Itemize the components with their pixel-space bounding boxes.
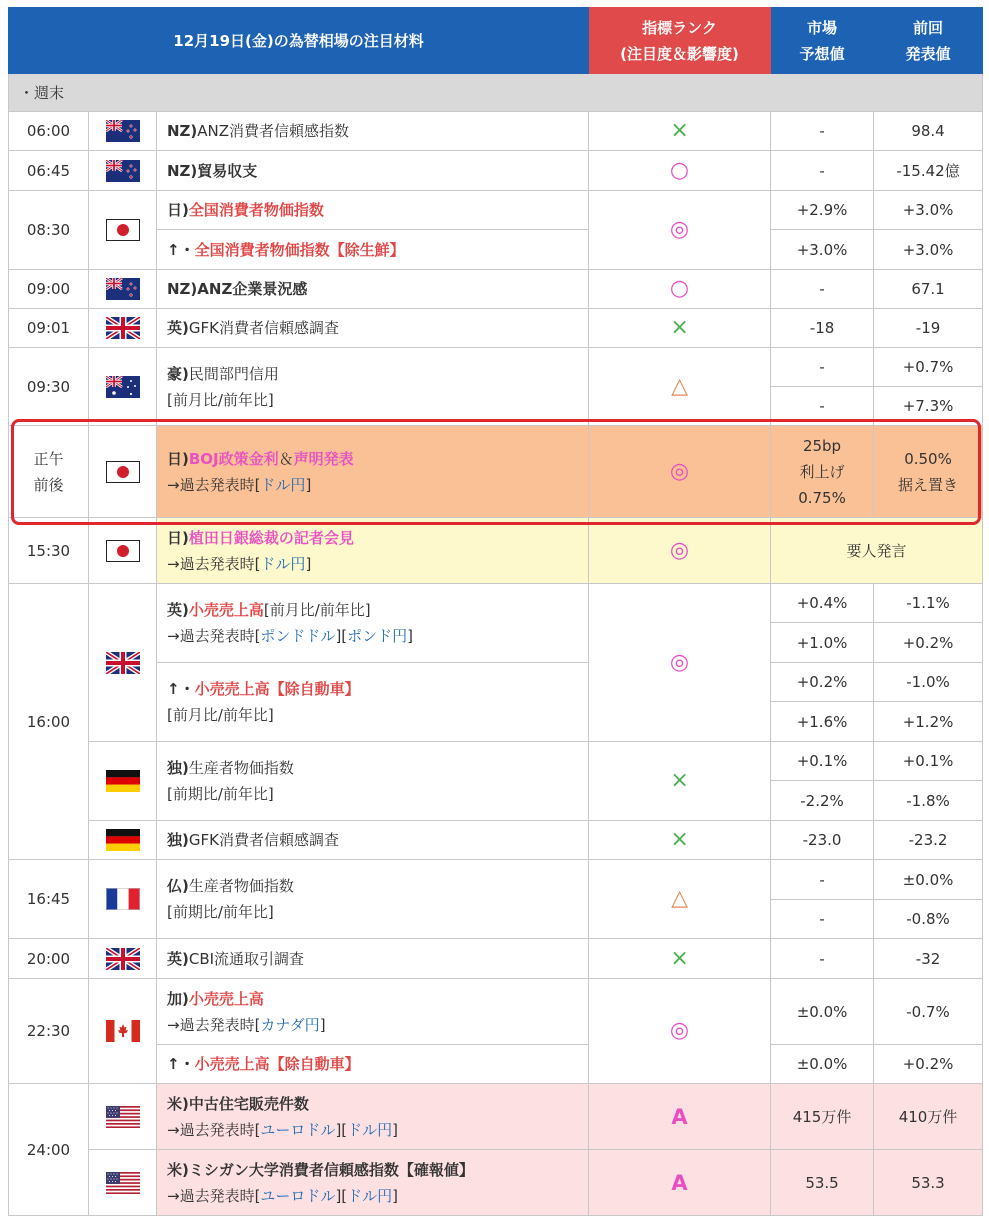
chart-link[interactable]: ドル円: [347, 1186, 393, 1205]
rank-cell: [589, 821, 771, 860]
flag-cell: [89, 426, 157, 518]
country-prefix: 日): [167, 449, 189, 468]
time-cell: 24:00: [9, 1084, 89, 1216]
chart-link[interactable]: ドル円: [260, 475, 306, 494]
rank-double-circle-icon: ◎: [669, 537, 690, 563]
table-row: [9, 821, 983, 860]
indicator-label: 貿易収支: [197, 161, 258, 180]
header-rank: [589, 8, 771, 74]
previous-cell: +3.0%: [874, 230, 983, 270]
section-row: [9, 74, 983, 112]
forecast-cell: ±0.0%: [771, 979, 874, 1045]
indicator-label: ANZ消費者信頼感指数: [197, 122, 350, 140]
uk-flag-icon: [106, 652, 140, 674]
flag-cell: [89, 191, 157, 270]
indicator-label: CBI流通取引調査: [188, 949, 305, 968]
indicator-link[interactable]: 植田日銀総裁の記者会見: [188, 528, 354, 547]
previous-cell: ±0.0%: [874, 860, 983, 900]
section-label: ・週末: [9, 74, 983, 112]
us-flag-icon: [106, 1172, 140, 1194]
rank-double-circle-icon: ◎: [669, 1018, 690, 1043]
rank-cross-icon: ×: [670, 945, 689, 971]
forecast-cell: +1.6%: [771, 702, 874, 742]
forecast-cell: +2.9%: [771, 191, 874, 230]
previous-cell: 98.4: [874, 112, 983, 151]
chart-link[interactable]: ドル円: [347, 1120, 393, 1139]
indicator-label: ミシガン大学消費者信頼感指数【確報値】: [188, 1160, 474, 1179]
australia-flag-icon: [106, 376, 140, 398]
bracket-close: ]: [305, 554, 312, 573]
past-label: →過去発表時[: [167, 1120, 261, 1139]
previous-cell: -19: [874, 309, 983, 348]
past-label: →過去発表時[: [167, 475, 261, 494]
previous-cell: +3.0%: [874, 191, 983, 230]
table-row: [9, 518, 983, 584]
flag-cell: [89, 821, 157, 860]
flag-cell: [89, 1084, 157, 1150]
forecast-cell: -23.0: [771, 821, 874, 860]
previous-cell: +1.2%: [874, 702, 983, 742]
indicator-name: [157, 348, 589, 426]
nz-flag-icon: [106, 278, 140, 300]
time-cell: 16:00: [9, 584, 89, 860]
forecast-cell: -2.2%: [771, 781, 874, 821]
indicator-sub-link[interactable]: 小売売上高【除自動車】: [194, 1055, 360, 1073]
rank-double-circle-icon: ◎: [669, 649, 690, 675]
indicator-name: [157, 426, 589, 518]
rank-cell: [589, 426, 771, 518]
header-title-text: 12月19日(金)の為替相場の注目材料: [173, 31, 424, 50]
table-row: [9, 939, 983, 979]
indicator-name: [157, 191, 589, 230]
previous-line2: 据え置き: [898, 475, 959, 494]
rank-cell: [589, 112, 771, 151]
previous-cell: -1.8%: [874, 781, 983, 821]
chart-link[interactable]: ドル円: [260, 554, 306, 573]
flag-cell: [89, 1150, 157, 1216]
table-header-row: [9, 8, 983, 74]
germany-flag-icon: [106, 829, 140, 851]
indicator-label: 生産者物価指数: [188, 877, 294, 895]
time-line2: 前後: [33, 475, 64, 494]
previous-cell: +7.3%: [874, 387, 983, 426]
bracket-close: ]: [392, 1186, 399, 1205]
forecast-cell: +3.0%: [771, 230, 874, 270]
forecast-cell: ±0.0%: [771, 1045, 874, 1084]
table-row: [9, 979, 983, 1045]
indicator-note: [前月比/前年比]: [167, 390, 274, 409]
rank-cross-icon: ×: [670, 827, 689, 852]
header-rank-line1: 指標ランク: [642, 18, 717, 37]
chart-link[interactable]: ポンドドル: [260, 627, 336, 645]
sub-prefix: ↑・: [167, 680, 195, 698]
flag-cell: [89, 518, 157, 584]
previous-cell: -32: [874, 939, 983, 979]
country-prefix: 独): [167, 831, 189, 849]
time-cell: 16:45: [9, 860, 89, 939]
rank-cross-icon: ×: [670, 315, 689, 340]
merged-value-cell: 要人発言: [771, 518, 983, 584]
forecast-cell: -18: [771, 309, 874, 348]
country-prefix: NZ): [167, 280, 198, 298]
economic-calendar-table: [8, 7, 983, 1216]
indicator-name: [157, 584, 589, 663]
rank-cross-icon: ×: [670, 118, 689, 143]
indicator-sub-link[interactable]: 全国消費者物価指数【除生鮮】: [194, 240, 405, 259]
forecast-cell: +0.1%: [771, 742, 874, 781]
table-row: [9, 151, 983, 191]
country-prefix: 独): [167, 759, 189, 777]
rank-cross-icon: ×: [670, 768, 689, 793]
forecast-cell: +0.2%: [771, 663, 874, 702]
flag-cell: [89, 151, 157, 191]
forecast-cell: -: [771, 270, 874, 309]
rank-cell: [589, 860, 771, 939]
bracket-close: ]: [305, 475, 312, 494]
table-row: [9, 1084, 983, 1150]
header-previous-line2: 発表値: [905, 44, 951, 63]
germany-flag-icon: [106, 770, 140, 792]
flag-cell: [89, 309, 157, 348]
table-row: [9, 191, 983, 230]
chart-link[interactable]: ユーロドル: [260, 1120, 336, 1139]
previous-cell: -0.7%: [874, 979, 983, 1045]
bracket-mid: ][: [335, 1120, 348, 1139]
flag-cell: [89, 939, 157, 979]
chart-link[interactable]: カナダ円: [260, 1015, 320, 1034]
previous-cell: +0.2%: [874, 1045, 983, 1084]
rank-triangle-icon: △: [671, 886, 688, 911]
past-label: →過去発表時[: [167, 1186, 261, 1205]
time-cell: 06:45: [9, 151, 89, 191]
forecast-cell: +0.4%: [771, 584, 874, 623]
header-forecast: [771, 8, 874, 74]
time-cell: 08:30: [9, 191, 89, 270]
bracket-close: ]: [392, 1120, 399, 1139]
past-label: →過去発表時[: [167, 627, 261, 645]
indicator-name: [157, 270, 589, 309]
indicator-name: [157, 518, 589, 584]
bracket-mid: ][: [335, 627, 348, 645]
indicator-link-2[interactable]: 声明発表: [293, 449, 354, 468]
flag-cell: [89, 742, 157, 821]
country-prefix: 加): [167, 989, 189, 1008]
time-cell: 15:30: [9, 518, 89, 584]
rank-cell: [589, 270, 771, 309]
forecast-line3: 0.75%: [798, 488, 846, 507]
forecast-cell: -: [771, 939, 874, 979]
rank-double-circle-icon: ◎: [669, 217, 690, 242]
country-prefix: 英): [167, 949, 189, 968]
forecast-cell: [771, 426, 874, 518]
flag-cell: [89, 860, 157, 939]
rank-cell: [589, 584, 771, 742]
indicator-name: [157, 151, 589, 191]
rank-cell: [589, 191, 771, 270]
rank-a-badge: A: [671, 1170, 688, 1195]
rank-circle-icon: ○: [669, 157, 690, 183]
flag-cell: [89, 112, 157, 151]
nz-flag-icon: [106, 120, 140, 142]
indicator-name: [157, 821, 589, 860]
flag-cell: [89, 270, 157, 309]
time-line1: 正午: [33, 449, 64, 468]
country-prefix: 英): [167, 601, 189, 619]
japan-flag-icon: [106, 540, 140, 562]
time-cell: [9, 426, 89, 518]
country-prefix: 米): [167, 1160, 189, 1179]
time-cell: 22:30: [9, 979, 89, 1084]
bracket-close: ]: [407, 627, 414, 645]
table-row: [9, 742, 983, 781]
rank-double-circle-icon: ◎: [669, 458, 690, 484]
time-cell: 20:00: [9, 939, 89, 979]
previous-cell: [874, 426, 983, 518]
japan-flag-icon: [106, 219, 140, 241]
country-prefix: NZ): [167, 122, 198, 140]
previous-cell: +0.2%: [874, 623, 983, 663]
indicator-sub-link[interactable]: 小売売上高【除自動車】: [194, 680, 360, 698]
table-row: [9, 112, 983, 151]
previous-cell: 67.1: [874, 270, 983, 309]
forecast-cell: -: [771, 860, 874, 900]
forecast-cell: -: [771, 900, 874, 939]
rank-cell: [589, 1084, 771, 1150]
country-prefix: 日): [167, 528, 189, 547]
indicator-label: ANZ企業景況感: [197, 280, 308, 298]
indicator-label: 中古住宅販売件数: [188, 1094, 309, 1113]
bracket-mid: ][: [335, 1186, 348, 1205]
country-prefix: 英): [167, 319, 189, 337]
rank-cell: [589, 309, 771, 348]
table-row: [9, 1150, 983, 1216]
time-cell: 09:00: [9, 270, 89, 309]
uk-flag-icon: [106, 948, 140, 970]
indicator-link[interactable]: 全国消費者物価指数: [188, 201, 324, 219]
nz-flag-icon: [106, 160, 140, 182]
forecast-line1: 25bp: [802, 436, 842, 455]
flag-cell: [89, 979, 157, 1084]
forecast-cell: 415万件: [771, 1084, 874, 1150]
flag-cell: [89, 584, 157, 742]
header-previous: [874, 8, 983, 74]
us-flag-icon: [106, 1106, 140, 1128]
indicator-name: [157, 979, 589, 1045]
bracket-close: ]: [319, 1015, 326, 1034]
country-prefix: 日): [167, 201, 189, 219]
japan-flag-icon: [106, 461, 140, 483]
previous-cell: +0.7%: [874, 348, 983, 387]
forecast-cell: +1.0%: [771, 623, 874, 663]
forecast-cell: -: [771, 151, 874, 191]
previous-cell: -23.2: [874, 821, 983, 860]
rank-cell: [589, 939, 771, 979]
table-row: [9, 309, 983, 348]
previous-cell: -1.1%: [874, 584, 983, 623]
previous-cell: 410万件: [874, 1084, 983, 1150]
rank-cell: [589, 742, 771, 821]
indicator-note: [前月比/前年比]: [263, 601, 371, 619]
time-cell: 06:00: [9, 112, 89, 151]
rank-a-badge: A: [671, 1104, 688, 1129]
indicator-name: [157, 860, 589, 939]
indicator-sub-name: [157, 230, 589, 270]
country-prefix: NZ): [167, 161, 198, 180]
time-cell: 09:01: [9, 309, 89, 348]
sub-prefix: ↑・: [167, 1055, 195, 1073]
flag-cell: [89, 348, 157, 426]
ampersand: ＆: [278, 449, 294, 468]
forecast-cell: -: [771, 348, 874, 387]
header-previous-line1: 前回: [913, 18, 944, 37]
forecast-cell: -: [771, 112, 874, 151]
indicator-note: [前月比/前年比]: [167, 706, 274, 724]
indicator-name: [157, 112, 589, 151]
past-label: →過去発表時[: [167, 554, 261, 573]
indicator-label: GFK消費者信頼感調査: [188, 831, 339, 849]
indicator-name: [157, 309, 589, 348]
previous-cell: +0.1%: [874, 742, 983, 781]
rank-cell: [589, 1150, 771, 1216]
indicator-name: [157, 742, 589, 821]
forecast-cell: -: [771, 387, 874, 426]
country-prefix: 仏): [167, 877, 189, 895]
previous-cell: 53.3: [874, 1150, 983, 1216]
indicator-sub-name: [157, 1045, 589, 1084]
country-prefix: 米): [167, 1094, 189, 1113]
previous-cell: -1.0%: [874, 663, 983, 702]
france-flag-icon: [106, 888, 140, 910]
rank-cell: [589, 348, 771, 426]
forecast-cell: 53.5: [771, 1150, 874, 1216]
rank-circle-icon: ○: [669, 276, 690, 301]
uk-flag-icon: [106, 317, 140, 339]
chart-link[interactable]: ユーロドル: [260, 1186, 336, 1205]
rank-triangle-icon: △: [671, 373, 688, 399]
indicator-note: [前期比/前年比]: [167, 785, 274, 803]
country-prefix: 豪): [167, 364, 189, 383]
indicator-sub-name: [157, 663, 589, 742]
table-row: [9, 348, 983, 387]
previous-cell: -15.42億: [874, 151, 983, 191]
header-forecast-line2: 予想値: [799, 44, 845, 63]
chart-link[interactable]: ポンド円: [347, 627, 408, 645]
indicator-link[interactable]: 小売売上高: [188, 989, 264, 1008]
table-row: [9, 860, 983, 900]
table-row-highlighted: [9, 426, 983, 518]
indicator-name: [157, 1150, 589, 1216]
indicator-link[interactable]: 小売売上高: [188, 601, 264, 619]
indicator-name: [157, 1084, 589, 1150]
sub-prefix: ↑・: [167, 240, 195, 259]
indicator-label: GFK消費者信頼感調査: [188, 319, 339, 337]
header-forecast-line1: 市場: [807, 18, 838, 37]
rank-cell: [589, 518, 771, 584]
rank-cell: [589, 979, 771, 1084]
table-row: [9, 270, 983, 309]
time-cell: 09:30: [9, 348, 89, 426]
past-label: →過去発表時[: [167, 1015, 261, 1034]
previous-line1: 0.50%: [904, 449, 952, 468]
canada-flag-icon: [106, 1020, 140, 1042]
indicator-link[interactable]: BOJ政策金利: [188, 449, 279, 468]
indicator-label: 民間部門信用: [188, 364, 279, 383]
indicator-name: [157, 939, 589, 979]
table-row: [9, 584, 983, 623]
header-rank-line2: (注目度＆影響度): [620, 44, 739, 63]
previous-cell: -0.8%: [874, 900, 983, 939]
forecast-line2: 利上げ: [799, 462, 845, 481]
indicator-note: [前期比/前年比]: [167, 903, 274, 921]
indicator-label: 生産者物価指数: [188, 759, 294, 777]
rank-cell: [589, 151, 771, 191]
header-title: [9, 8, 589, 74]
